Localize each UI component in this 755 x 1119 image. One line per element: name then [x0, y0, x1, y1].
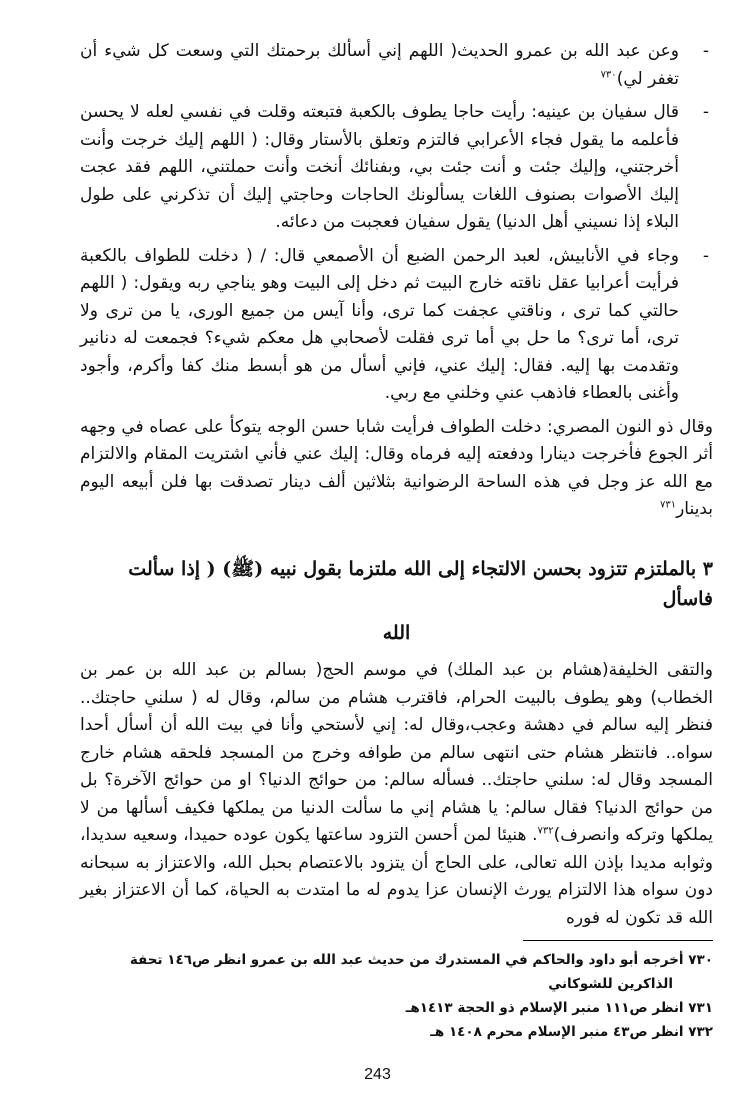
- hisham-paragraph: [80, 657, 713, 932]
- paragraph-text: . هنيئا لمن أحسن التزود ساعتها يكون عوده حميدا، وسعيه سديدا، وثوابه مديدا بإذن الله تعالى، على الحاج أن يتزود بالاعتصام بحبل الله، والاعتزاز به سبحانه دون سواه هذا الالتزام يورث الإنسان عزا يدوم له ما امتدت به الحياة، كما أن الاعتزاز بغير الله قد تكون له فوره: [80, 825, 713, 928]
- bullet-list: [80, 38, 713, 408]
- list-item: [80, 38, 713, 93]
- paragraph-text: وقال ذو النون المصري: دخلت الطواف فرأيت شابا حسن الوجه يتوكأ على عصاه في وجهه أثر الجوع فأخرجت دينارا ودفعته إليه فرماه وقال: إليك عني فأني اشتريت المقام والالتزام مع الله عز وجل في هذه الساحة الرضوانية بثلاثين ألف دينار تصدقت بها فلن أبيعه اليوم بدينار: [80, 416, 713, 519]
- dhul-nun-paragraph: [80, 414, 713, 524]
- paragraph-text: والتقى الخليفة(هشام بن عبد الملك) في موسم الحج( بسالم بن عبد الله بن عمر بن الخطاب) وهو يطوف بالبيت الحرام، فاقترب هشام من سالم، وقال له ( سلني حاجتك.. فنظر إليه سالم في دهشة وعجب،وقال له: إني لأستحي وأنا في بيت الله أن أسأل أحدا سواه.. فانتظر هشام حتى انتهى سالم من طوافه وخرج من المسجد فلحقه هشام خارج المسجد وقال له: سلني حاجتك.. فسأله سالم: من حوائج الدنيا؟ او من حوائج الآخرة؟ بل من حوائج الدنيا؟ فقال سالم: يا هشام إني ما سألت الدنيا من يملكها فكيف أسألها من لا يملكها وتركه وانصرف): [80, 660, 713, 845]
- footnote-731: ٧٣١ انظر ص١١١ منبر الإسلام ذو الحجة ١٤١٣هـ: [405, 1000, 713, 1016]
- bullet-text: وعن عبد الله بن عمرو الحديث( اللهم إني أسألك برحمتك التي وسعت كل شيء أن تغفر لي): [80, 41, 679, 89]
- bullet-text: وجاء في الأنابيش، لعبد الرحمن الضبع أن الأصمعي قال: / ( دخلت للطواف بالكعبة فرأيت أعرابيا عقل ناقته خارج البيت ثم دخل إلى البيت وهو يناجي ربه ويقول: ( اللهم حالتي كما ترى ، وناقتي عجفت كما ترى، وأنا آيس من جميع الورى، يا من ترى ولا ترى، أما ترى؟ ما حل بي أما ترى فقلت لأصحابي هل معكم شيء؟ فجمعت له دنانير وتقدمت بها إليه. فقال: إليك عني، فإني أسأل من هو أبسط منك كفا وأكرم، وأجود وأغنى بالعطاء فاذهب عني وخلني مع ربي.: [80, 245, 679, 403]
- footnote-ref: ٧٣٢: [537, 825, 554, 837]
- footnotes: [80, 948, 713, 1044]
- footnote-ref: ٧٣١: [659, 499, 677, 511]
- footnote-730-continuation: الذاكرين للشوكاني: [548, 976, 673, 992]
- section-heading-continuation: الله: [382, 621, 411, 644]
- list-item: [80, 99, 713, 237]
- footnote-730: ٧٣٠ أخرجه أبو داود والحاكم في المستدرك من حديث عبد الله بن عمرو انظر ص١٤٦ تحفة: [129, 952, 713, 968]
- bullet-dash: -: [702, 245, 709, 266]
- page-number: 243: [364, 1066, 391, 1083]
- list-item: [80, 243, 713, 408]
- bullet-text: قال سفيان بن عينيه: رأيت حاجا يطوف بالكعبة فتبعته وقلت في نفسي لعله لا يحسن فأعلمه ما يقول فجاء الأعرابي فالتزم وتعلق بالأستار وقال: ( اللهم إليك خرجت وأنت أخرجتني، وإليك جئت و أنت جئت بي، وبفنائك أنخت وأنت حملتني، اللهم فقد عجت إليك الأصوات بصنوف اللغات يسألونك الحاجات وحاجتي إليك أن تذكرني على طول البلاء إذا نسيني أهل الدنيا) يقول سفيان فعجبت من دعائه.: [80, 102, 679, 232]
- main-text: [80, 38, 713, 938]
- section-heading: ٣ بالملتزم تتزود بحسن الالتجاء إلى الله ملتزما بقول نبيه (ﷺ) ( إذا سألت فاسأل: [128, 557, 713, 610]
- footnote-ref: ٧٣٠: [600, 68, 617, 80]
- bullet-dash: -: [702, 102, 709, 122]
- bullet-dash: -: [702, 41, 709, 61]
- footnote-divider: [523, 940, 713, 941]
- footnote-732: ٧٣٢ انظر ص٤٣ منبر الإسلام محرم ١٤٠٨ هـ: [430, 1024, 713, 1040]
